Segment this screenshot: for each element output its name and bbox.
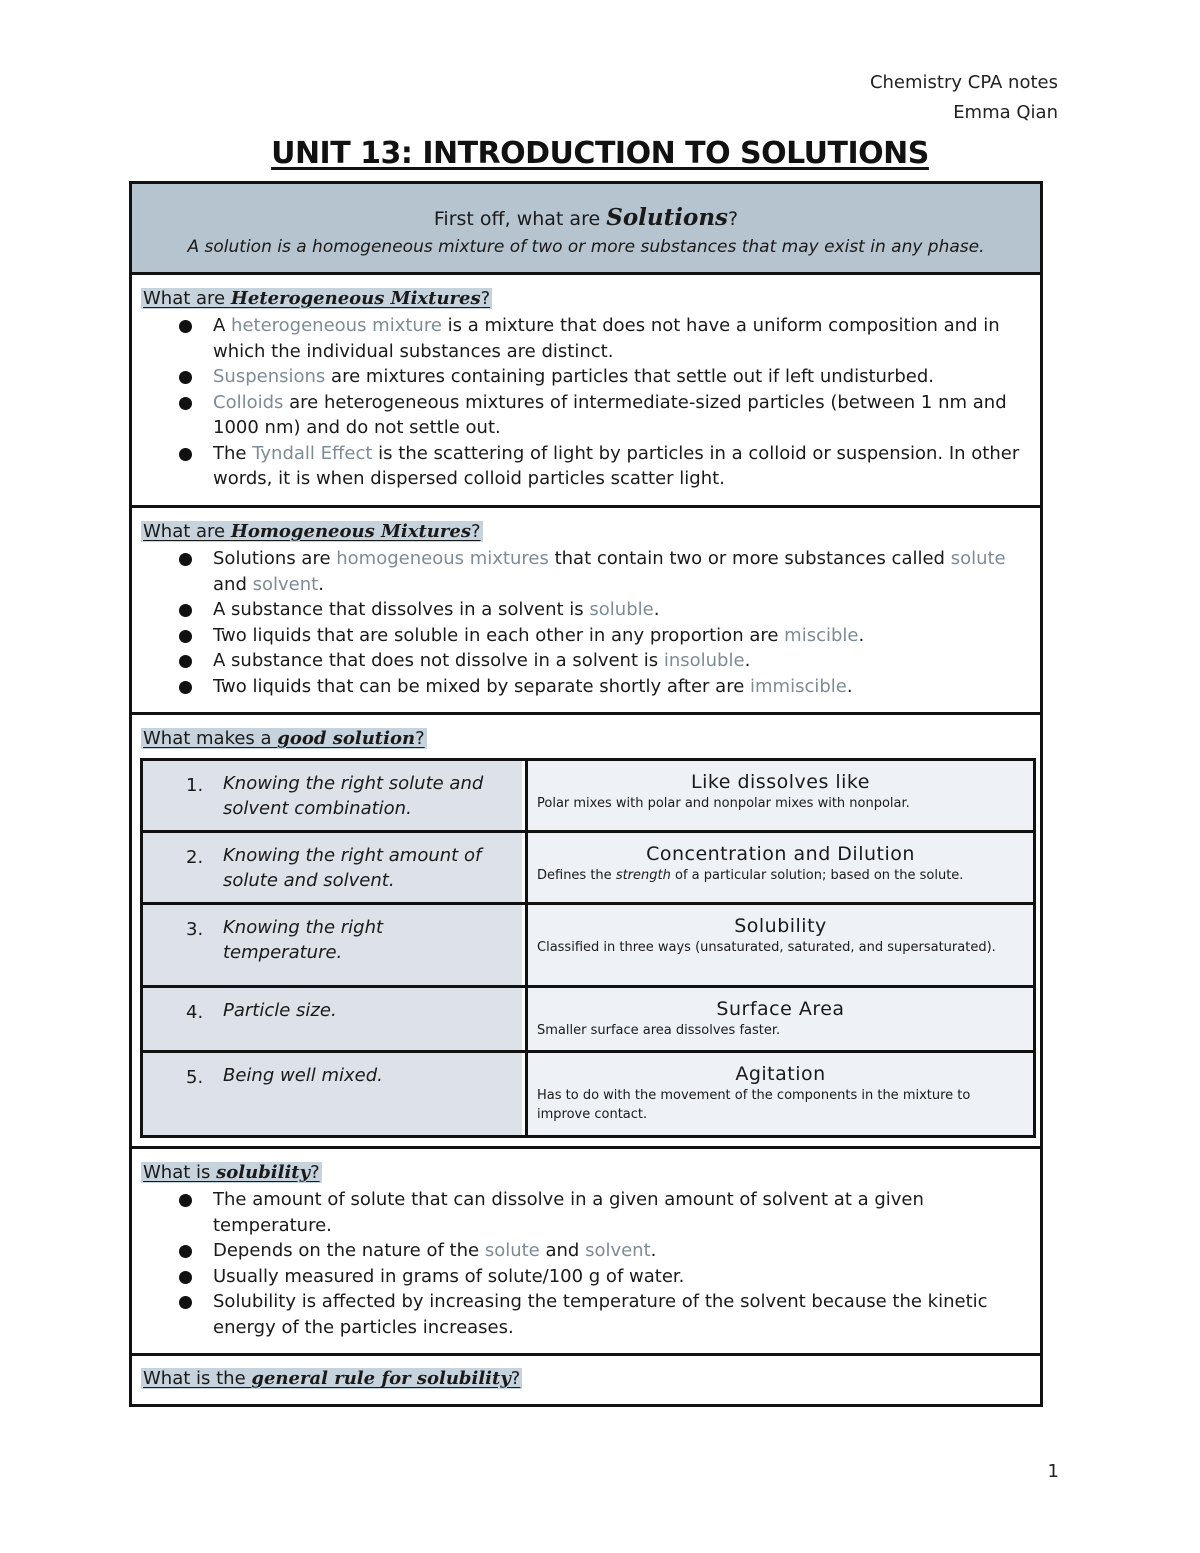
table-row [143,833,1033,902]
notes-table [129,181,1043,1407]
concept-cell [525,833,1033,902]
factor-text: Particle size. [223,1000,337,1021]
concept-title: Agitation [735,1063,826,1085]
heading-term: general rule for solubility [251,1368,511,1389]
list-item [213,623,1020,649]
text: . [650,1240,657,1261]
heading-suffix: ? [510,1368,521,1389]
text: The [213,442,253,464]
factor-number: 1. [186,775,204,796]
text: Defines the [537,868,616,883]
page-number: 1 [1047,1461,1059,1482]
factor-cell [143,833,522,902]
course-name: Chemistry CPA notes [869,72,1058,93]
keyword: Colloids [213,391,284,413]
list-item [213,674,1020,700]
list-item [213,546,1020,597]
list-item [213,364,1020,390]
text: that contain two or more substances called [548,548,951,569]
factor-number: 2. [186,847,204,868]
text: Solutions are [213,548,337,569]
keyword: solute [950,548,1006,569]
concept-cell [525,761,1033,830]
text: A substance that does not dissolve in a solvent is [213,650,664,671]
table-row [143,988,1033,1050]
factor-number: 3. [186,919,204,940]
concept-title: Surface Area [716,998,845,1020]
heading-prefix: What makes a [143,728,278,749]
text: and [213,573,253,595]
table-row [143,761,1033,830]
list-item [213,648,1020,674]
concept-cell [525,1053,1033,1135]
keyword: miscible [784,624,859,646]
concept-cell [525,988,1033,1050]
text: . [846,675,853,697]
concept-description: Classified in three ways (unsaturated, saturated, and supersaturated). [537,940,996,955]
good-solution-section [132,715,1040,1149]
list-item: The amount of solute that can dissolve in a given amount of solvent at a given temperature. [213,1187,1020,1238]
text: and [539,1240,586,1261]
list-item [213,313,1020,364]
text: of a particular solution; based on the solute. [670,868,964,883]
solubility-section [132,1149,1040,1356]
concept-title: Solubility [734,915,827,937]
factor-number: 4. [186,1002,204,1023]
keyword: Tyndall Effect [252,442,373,464]
list-item [213,597,1020,623]
homogeneous-heading [141,521,483,542]
table-row [143,1053,1033,1135]
good-solution-heading [141,728,427,749]
text: . [318,573,324,595]
keyword: solute [484,1240,540,1261]
heading-prefix: What are [143,288,231,309]
keyword: heterogeneous mixture [231,315,442,336]
concept-description: Smaller surface area dissolves faster. [537,1023,781,1038]
emphasis: strength [615,868,671,883]
keyword: immiscible [750,675,847,697]
heading-prefix: What is the [143,1368,252,1389]
text: . [653,599,660,620]
text: Two liquids that can be mixed by separate shortly after are [213,675,751,697]
heading-prefix: What are [143,521,231,542]
factor-text: Being well mixed. [223,1065,383,1086]
heading-suffix: ? [480,288,491,309]
solubility-heading [141,1162,322,1183]
heading-suffix: ? [470,521,481,542]
text: is a mixture that does not have a uniform composition and in which the individual substances are distinct. [213,315,1000,362]
heading-term: Homogeneous Mixtures [230,521,471,542]
intro-definition: A solution is a homogeneous mixture of two or more substances that may exist in any phase. [187,237,985,257]
factor-cell [143,905,522,985]
homogeneous-section [132,508,1040,715]
text: A substance that dissolves in a solvent is [213,599,590,620]
intro-section [132,184,1040,275]
concept-description: Has to do with the movement of the components in the mixture to improve contact. [537,1088,971,1122]
text: are heterogeneous mixtures of intermediate-sized particles (between 1 nm and 1000 nm) and do not settle out. [213,391,1007,438]
list-item: Usually measured in grams of solute/100 g of water. [213,1264,1020,1290]
heterogeneous-list [132,313,1040,492]
text: . [744,650,751,671]
concept-title: Concentration and Dilution [646,843,915,865]
general-rule-heading [141,1368,522,1389]
intro-question [132,204,1040,231]
intro-question-term: Solutions [606,204,728,231]
keyword: Suspensions [213,366,326,387]
text: A [213,315,232,336]
table-row [143,905,1033,985]
factor-text: Knowing the right amount of solute and solvent. [223,845,482,891]
heterogeneous-heading [141,288,492,309]
factor-cell [143,761,522,830]
concept-title: Like dissolves like [691,771,870,793]
list-item [213,390,1020,441]
concept-description: Polar mixes with polar and nonpolar mixes with nonpolar. [537,796,910,811]
keyword: homogeneous mixtures [336,548,549,569]
keyword: solvent [585,1240,651,1261]
factor-cell [143,1053,522,1135]
text: are mixtures containing particles that settle out if left undisturbed. [325,366,934,387]
keyword: solvent [252,573,319,595]
factor-cell [143,988,522,1050]
heading-suffix: ? [310,1162,320,1183]
text: Two liquids that are soluble in each other in any proportion are [213,624,785,646]
list-item: Solubility is affected by increasing the temperature of the solvent because the kinetic energy of the particles increases. [213,1289,1020,1340]
heading-term: solubility [216,1162,311,1183]
keyword: soluble [589,599,654,620]
intro-question-suffix: ? [728,208,739,230]
factor-text: Knowing the right temperature. [223,917,384,963]
list-item [213,1238,1020,1264]
intro-question-prefix: First off, what are [433,208,607,230]
factor-number: 5. [186,1067,204,1088]
general-rule-section [132,1356,1040,1404]
heading-term: good solution [277,728,416,749]
page-title: UNIT 13: INTRODUCTION TO SOLUTIONS [271,136,929,171]
concept-cell [525,905,1033,985]
author-name: Emma Qian [953,102,1058,123]
text: Depends on the nature of the [213,1240,485,1261]
text: is the scattering of light by particles in a colloid or suspension. In other words, it is when dispersed colloid particles scatter light. [213,442,1020,489]
heading-prefix: What is [143,1162,217,1183]
keyword: insoluble [663,650,745,671]
heading-term: Heterogeneous Mixtures [230,288,481,309]
list-item [213,441,1020,492]
concept-description [537,866,1025,885]
factor-text: Knowing the right solute and solvent combination. [223,773,484,819]
heterogeneous-section [132,275,1040,508]
text: . [858,624,865,646]
homogeneous-list [132,546,1040,699]
heading-suffix: ? [415,728,425,749]
solubility-list [132,1187,1040,1340]
good-solution-table [140,758,1036,1138]
